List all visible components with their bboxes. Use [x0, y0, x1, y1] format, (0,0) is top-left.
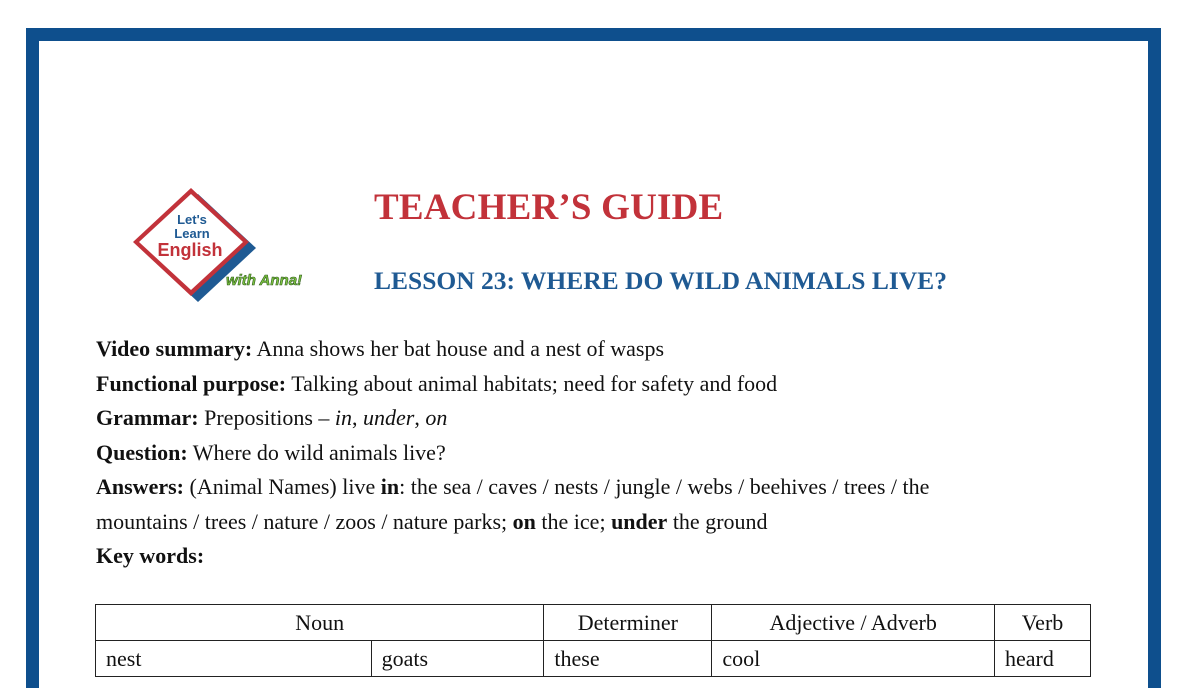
video-summary-line: [96, 334, 1096, 369]
header-noun: Noun: [96, 605, 544, 641]
key-words-line: [96, 541, 1096, 576]
logo-lets-text: Let's: [177, 212, 207, 227]
answers-label: Answers:: [96, 474, 184, 499]
grammar-prefix: Prepositions –: [204, 405, 330, 430]
answers-line-1: [96, 472, 1096, 507]
logo-english-text: English: [157, 240, 223, 260]
logo-tagline-text: with Anna!: [225, 272, 303, 289]
cell-noun-2: goats: [371, 641, 544, 677]
answers-ice: the ice;: [541, 508, 606, 534]
cell-adjective: cool: [712, 641, 995, 677]
grammar-label: Grammar:: [96, 405, 199, 430]
answers-line2-start: mountains / trees / nature / zoos / nature parks;: [96, 508, 508, 534]
question-line: [96, 438, 1096, 473]
question-label: Question:: [96, 439, 188, 465]
key-words-label: Key words:: [96, 543, 205, 568]
cell-verb: heard: [995, 641, 1091, 677]
answers-in: in: [380, 474, 400, 499]
logo-learn-text: Learn: [174, 226, 210, 241]
grammar-in: in: [334, 405, 353, 430]
grammar-on: on: [425, 405, 448, 430]
answers-under: under: [611, 508, 668, 534]
cell-noun-1: nest: [96, 641, 372, 677]
question-text: Where do wild animals live?: [192, 439, 446, 465]
lesson-info: [96, 334, 1096, 576]
answers-on: on: [512, 508, 536, 534]
video-summary-text: Anna shows her bat house and a nest of wasps: [256, 336, 665, 361]
answers-ground: the ground: [672, 508, 768, 534]
header-verb: Verb: [995, 605, 1091, 641]
functional-purpose-text: Talking about animal habitats; need for safety and food: [291, 370, 778, 396]
lesson-title: LESSON 23: WHERE DO WILD ANIMALS LIVE?: [374, 266, 947, 295]
vocab-header-row: [96, 605, 1091, 641]
cell-determiner: these: [544, 641, 712, 677]
vocabulary-table: [95, 604, 1091, 677]
page-title: TEACHER’S GUIDE: [374, 187, 724, 228]
answers-line-2: [96, 507, 1096, 542]
table-row: [96, 641, 1091, 677]
answers-line1-rest: : the sea / caves / nests / jungle / webs / beehives / trees / the: [399, 474, 930, 499]
header-determiner: Determiner: [544, 605, 712, 641]
grammar-line: Grammar: Prepositions – in, under, on: [96, 405, 448, 430]
lets-learn-english-logo: [126, 184, 322, 304]
functional-purpose-label: Functional purpose:: [96, 370, 287, 396]
header-adjective-adverb: Adjective / Adverb: [712, 605, 995, 641]
video-summary-label: Video summary:: [96, 336, 253, 361]
answers-prefix: (Animal Names) live: [189, 474, 376, 499]
functional-purpose-line: [96, 369, 1096, 404]
grammar-under: under: [363, 405, 415, 430]
